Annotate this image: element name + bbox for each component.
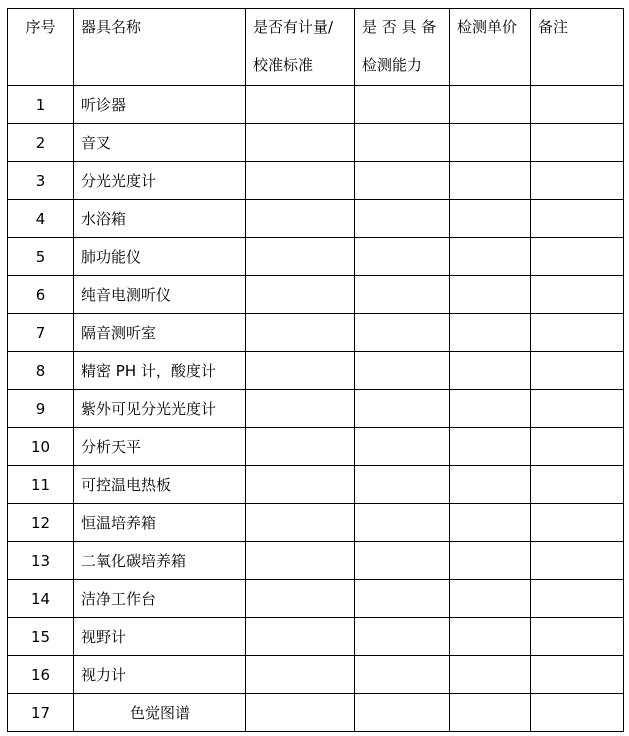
row-no-cell: 14 [8, 580, 74, 618]
row-capability-cell [355, 352, 450, 390]
row-no-cell: 15 [8, 618, 74, 656]
row-capability-cell [355, 580, 450, 618]
row-price-cell [450, 542, 531, 580]
row-no-cell: 6 [8, 276, 74, 314]
header-row [8, 9, 624, 86]
row-note-cell [531, 124, 624, 162]
row-note-cell [531, 656, 624, 694]
row-no-cell: 13 [8, 542, 74, 580]
row-standard-cell [246, 466, 355, 504]
table-row [8, 352, 624, 390]
table-row [8, 428, 624, 466]
row-price-cell [450, 276, 531, 314]
row-name-cell: 二氧化碳培养箱 [74, 542, 246, 580]
row-price-cell [450, 656, 531, 694]
row-name-cell: 视野计 [74, 618, 246, 656]
row-standard-cell [246, 86, 355, 124]
row-price-cell [450, 314, 531, 352]
row-note-cell [531, 238, 624, 276]
row-capability-cell [355, 466, 450, 504]
header-capability-line1: 是 否 具 备 [362, 18, 437, 36]
row-standard-cell [246, 580, 355, 618]
row-capability-cell [355, 314, 450, 352]
row-capability-cell [355, 124, 450, 162]
row-standard-cell [246, 276, 355, 314]
row-no-cell: 1 [8, 86, 74, 124]
row-capability-cell [355, 618, 450, 656]
table-row [8, 542, 624, 580]
row-no-cell: 3 [8, 162, 74, 200]
row-name-cell: 精密 PH 计，酸度计 [74, 352, 246, 390]
table-row [8, 124, 624, 162]
row-name-cell: 分光光度计 [74, 162, 246, 200]
table-row [8, 200, 624, 238]
row-standard-cell [246, 162, 355, 200]
row-standard-cell [246, 694, 355, 732]
row-name-cell: 可控温电热板 [74, 466, 246, 504]
header-price: 检测单价 [450, 9, 531, 86]
row-name-cell: 听诊器 [74, 86, 246, 124]
row-price-cell [450, 694, 531, 732]
row-name-cell: 洁净工作台 [74, 580, 246, 618]
row-capability-cell [355, 542, 450, 580]
row-capability-cell [355, 504, 450, 542]
row-standard-cell [246, 428, 355, 466]
header-standard [246, 9, 355, 86]
row-note-cell [531, 200, 624, 238]
row-note-cell [531, 618, 624, 656]
table-row [8, 162, 624, 200]
row-price-cell [450, 200, 531, 238]
row-standard-cell [246, 352, 355, 390]
row-no-cell: 8 [8, 352, 74, 390]
row-price-cell [450, 580, 531, 618]
row-note-cell [531, 542, 624, 580]
row-capability-cell [355, 238, 450, 276]
row-capability-cell [355, 276, 450, 314]
row-no-cell: 17 [8, 694, 74, 732]
table-row [8, 276, 624, 314]
table-row [8, 390, 624, 428]
row-standard-cell [246, 200, 355, 238]
row-price-cell [450, 162, 531, 200]
header-capability [355, 9, 450, 86]
table-row [8, 466, 624, 504]
row-no-cell: 12 [8, 504, 74, 542]
row-price-cell [450, 238, 531, 276]
row-no-cell: 2 [8, 124, 74, 162]
row-price-cell [450, 86, 531, 124]
table-row [8, 580, 624, 618]
table-row [8, 314, 624, 352]
row-capability-cell [355, 428, 450, 466]
row-price-cell [450, 428, 531, 466]
row-note-cell [531, 276, 624, 314]
row-no-cell: 16 [8, 656, 74, 694]
row-note-cell [531, 504, 624, 542]
row-no-cell: 4 [8, 200, 74, 238]
row-capability-cell [355, 86, 450, 124]
row-note-cell [531, 162, 624, 200]
row-price-cell [450, 352, 531, 390]
table-row [8, 618, 624, 656]
row-no-cell: 9 [8, 390, 74, 428]
row-standard-cell [246, 542, 355, 580]
table-row [8, 694, 624, 732]
row-note-cell [531, 390, 624, 428]
row-standard-cell [246, 618, 355, 656]
row-standard-cell [246, 124, 355, 162]
row-name-cell: 恒温培养箱 [74, 504, 246, 542]
header-capability-line2: 检测能力 [362, 56, 423, 74]
row-name-cell: 音叉 [74, 124, 246, 162]
row-standard-cell [246, 390, 355, 428]
row-capability-cell [355, 694, 450, 732]
instrument-table [7, 8, 624, 732]
row-name-cell: 水浴箱 [74, 200, 246, 238]
header-standard-line1: 是否有计量/ [253, 18, 334, 36]
row-price-cell [450, 124, 531, 162]
table-row [8, 504, 624, 542]
row-capability-cell [355, 200, 450, 238]
row-note-cell [531, 428, 624, 466]
row-name-cell: 紫外可见分光光度计 [74, 390, 246, 428]
row-no-cell: 10 [8, 428, 74, 466]
row-no-cell: 7 [8, 314, 74, 352]
row-standard-cell [246, 504, 355, 542]
row-name-cell: 分析天平 [74, 428, 246, 466]
row-name-cell: 视力计 [74, 656, 246, 694]
row-note-cell [531, 86, 624, 124]
row-name-cell: 纯音电测听仪 [74, 276, 246, 314]
row-capability-cell [355, 390, 450, 428]
row-note-cell [531, 314, 624, 352]
row-capability-cell [355, 162, 450, 200]
row-note-cell [531, 694, 624, 732]
header-standard-line2: 校准标准 [253, 56, 314, 74]
row-no-cell: 5 [8, 238, 74, 276]
row-price-cell [450, 390, 531, 428]
row-note-cell [531, 580, 624, 618]
header-name: 器具名称 [74, 9, 246, 86]
table-row [8, 86, 624, 124]
header-note: 备注 [531, 9, 624, 86]
row-name-cell: 色觉图谱 [74, 694, 246, 732]
row-standard-cell [246, 238, 355, 276]
row-note-cell [531, 352, 624, 390]
row-note-cell [531, 466, 624, 504]
table-row [8, 238, 624, 276]
header-no: 序号 [8, 9, 74, 86]
row-standard-cell [246, 314, 355, 352]
row-standard-cell [246, 656, 355, 694]
row-price-cell [450, 618, 531, 656]
row-price-cell [450, 504, 531, 542]
row-name-cell: 隔音测听室 [74, 314, 246, 352]
row-price-cell [450, 466, 531, 504]
row-name-cell: 肺功能仪 [74, 238, 246, 276]
row-no-cell: 11 [8, 466, 74, 504]
table-row [8, 656, 624, 694]
row-capability-cell [355, 656, 450, 694]
